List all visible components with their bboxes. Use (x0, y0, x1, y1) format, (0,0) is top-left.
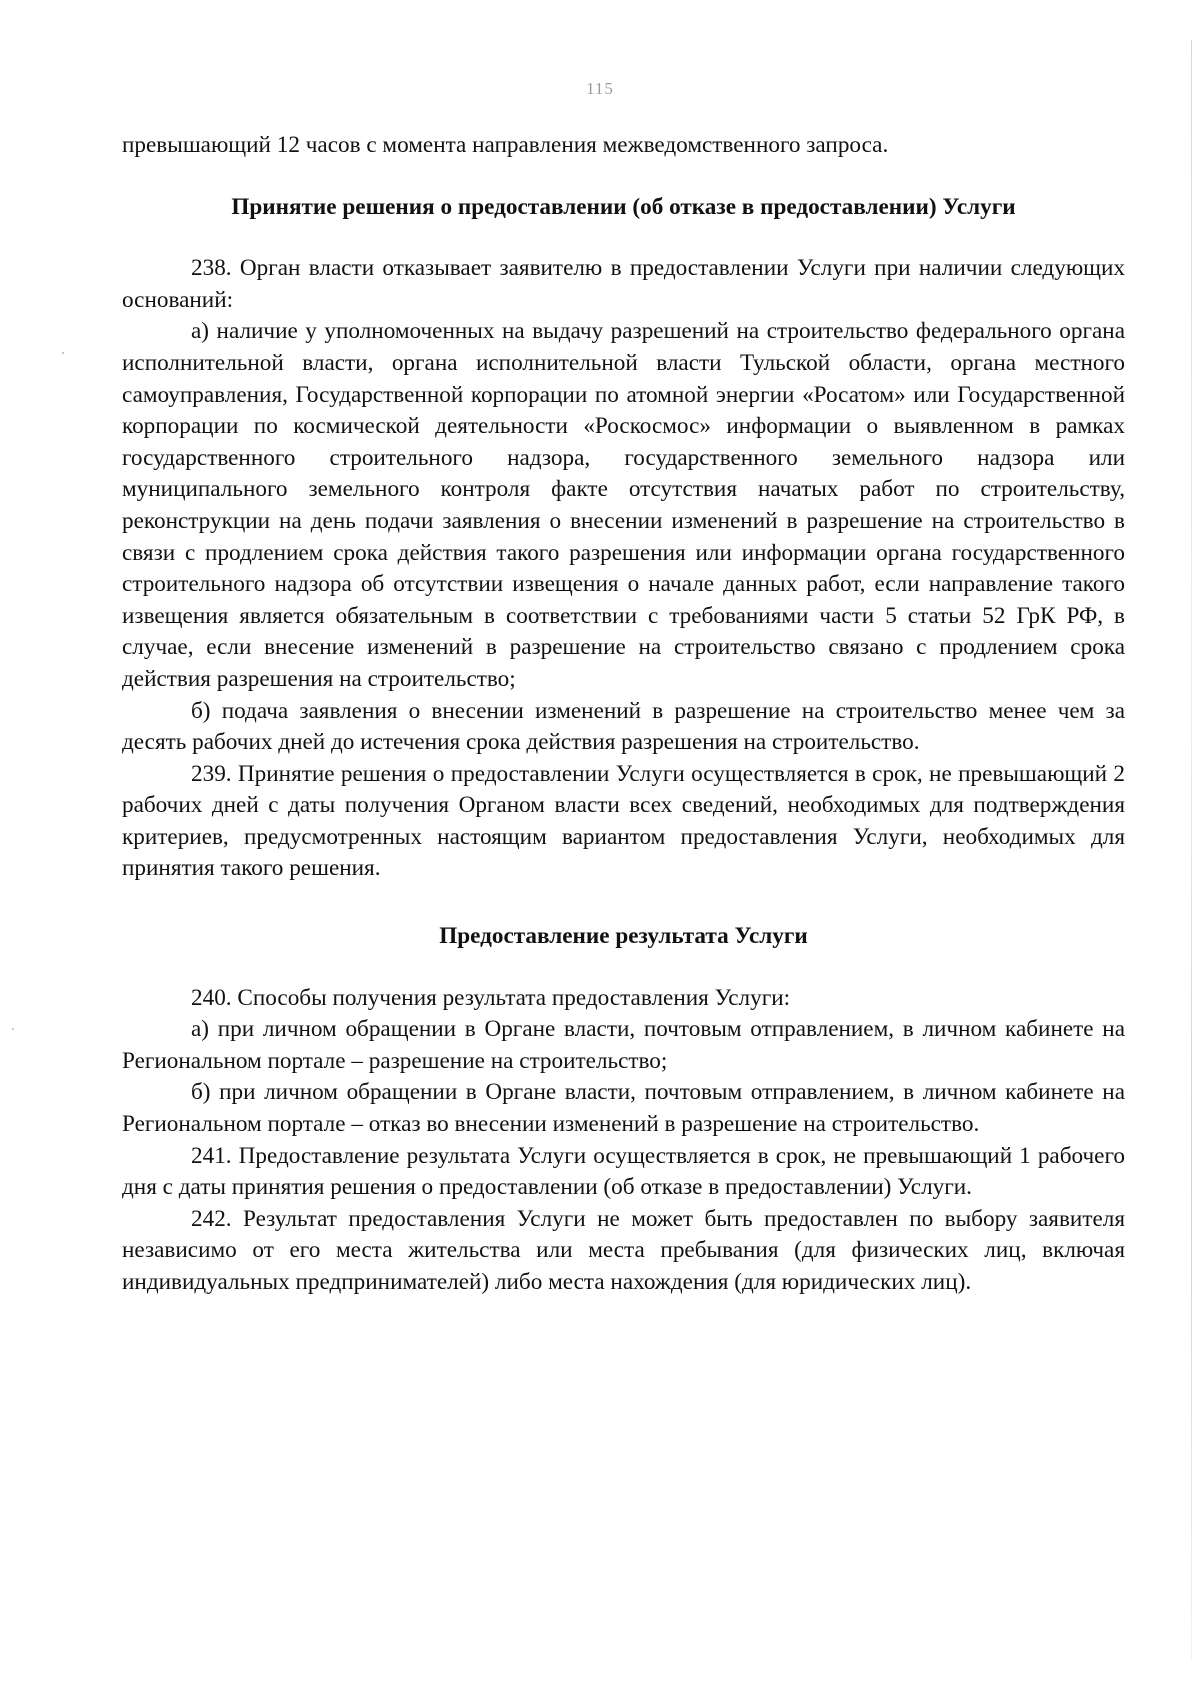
page-number: 115 (586, 79, 614, 98)
section-heading-result: Предоставление результата Услуги (439, 923, 808, 950)
paragraph-241: 241. Предоставление результата Услуги осуществляется в срок, не превышающий 1 рабочего дня с даты принятия решения о предоставлении (об отказе в предоставлении) Услуги. (122, 1142, 1125, 1201)
paragraph-238: 238. Орган власти отказывает заявителю в предоставлении Услуги при наличии следующих оснований: (122, 255, 1125, 313)
paragraph-240-a: а) при личном обращении в Органе власти, почтовым отправлением, в личном кабинете на Региональном портале – разрешение на строительство; (122, 1016, 1125, 1074)
scan-edge-line (1191, 40, 1192, 1660)
paragraph-238-a: а) наличие у уполномоченных на выдачу разрешений на строительство федерального органа исполнительной власти, органа исполнительной власти Тульской области, органа местного самоуправления, Государственной корпорации по атомной энергии «Росатом» или Государственной корпорации по космической деятельности «Роскосмос» информации о выявленном в рамках государственного строительного надзора, государственного земельного надзора или муниципального земельного контроля факте отсутствия начатых работ по строительству, реконструкции на день подачи заявления о внесении изменений в разрешение на строительство в связи с продлением срока действия такого разрешения или информации органа государственного строительного надзора об отсутствии извещения о начале данных работ, если направление такого извещения является обязательным в соответствии с требованиями части 5 статьи 52 ГрК РФ, в случае, если внесение изменений в разрешение на строительство связано с продлением срока действия разрешения на строительство; (122, 318, 1125, 692)
document-body (122, 130, 1125, 1299)
scan-speck (62, 352, 64, 354)
continuation-text: превышающий 12 часов с момента направления межведомственного запроса. (122, 132, 889, 158)
paragraph-239: 239. Принятие решения о предоставлении Услуги осуществляется в срок, не превышающий 2 рабочих дней с даты получения Органом власти всех сведений, необходимых для подтверждения критериев, предусмотренных настоящим вариантом предоставления Услуги, необходимых для принятия такого решения. (122, 760, 1125, 882)
paragraph-240-b: б) при личном обращении в Органе власти, почтовым отправлением, в личном кабинете на Региональном портале – отказ во внесении изменений в разрешение на строительство. (122, 1079, 1125, 1138)
paragraph-242: 242. Результат предоставления Услуги не может быть предоставлен по выбору заявителя независимо от его места жительства или места пребывания (для физических лиц, включая индивидуальных предпринимателей) либо места нахождения (для юридических лиц). (122, 1205, 1125, 1295)
section-heading-decision: Принятие решения о предоставлении (об отказе в предоставлении) Услуги (231, 193, 1016, 220)
paragraph-240: 240. Способы получения результата предоставления Услуги: (191, 984, 791, 1011)
paragraph-238-b: б) подача заявления о внесении изменений в разрешение на строительство менее чем за десять рабочих дней до истечения срока действия разрешения на строительство. (122, 697, 1125, 756)
scan-speck (12, 1028, 14, 1030)
